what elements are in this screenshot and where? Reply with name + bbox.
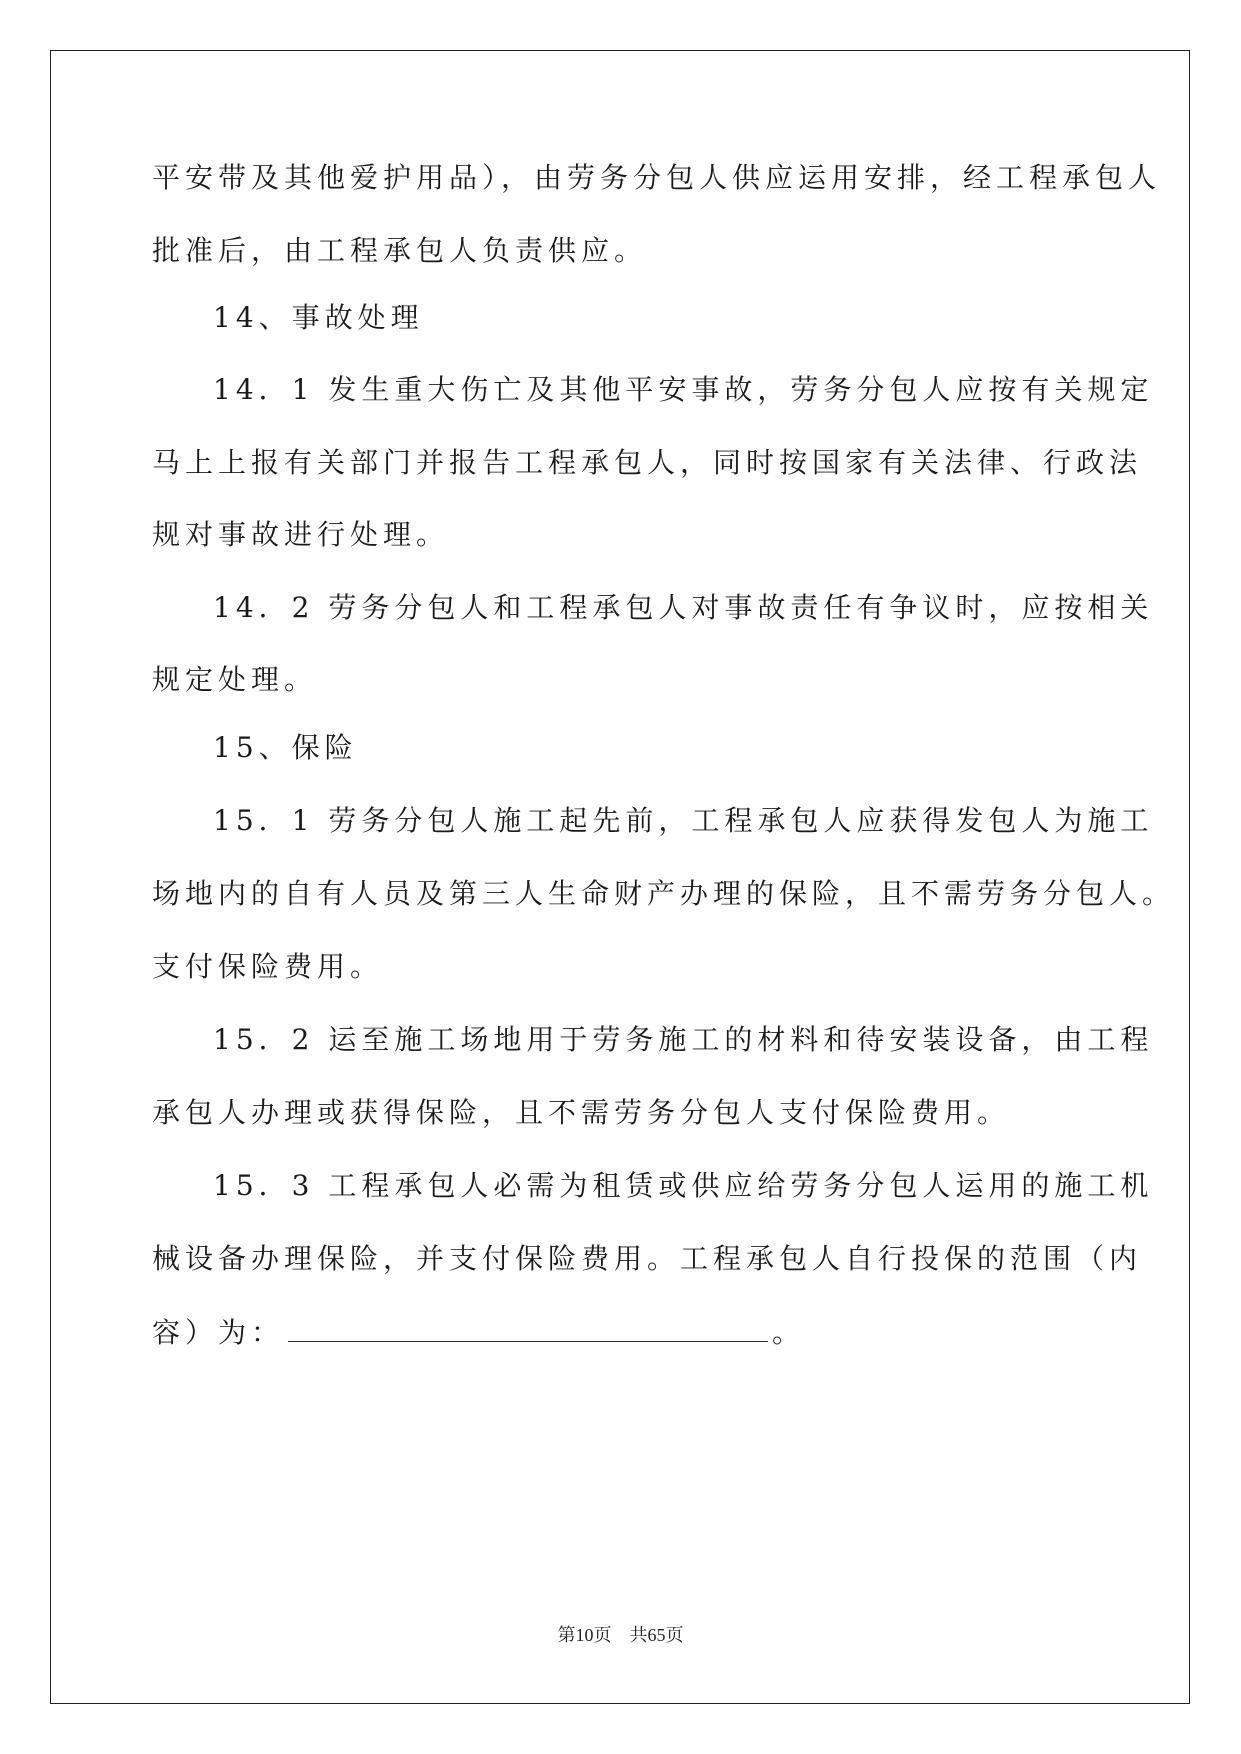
- text-line: 批准后，由工程承包人负责供应。: [152, 234, 648, 267]
- text-line: 械设备办理保险，并支付保险费用。工程承包人自行投保的范围（内: [152, 1242, 1143, 1275]
- text-line: 马上上报有关部门并报告工程承包人，同时按国家有关法律、行政法: [152, 446, 1143, 479]
- text-line: 规对事故进行处理。: [152, 518, 450, 551]
- text-line: 15．3 工程承包人必需为租赁或供应给劳务分包人运用的施工机: [213, 1169, 1154, 1202]
- text-line: 承包人办理或获得保险，且不需劳务分包人支付保险费用。: [152, 1096, 1011, 1129]
- text-line: 支付保险费用。: [152, 950, 384, 983]
- text-line: 14．2 劳务分包人和工程承包人对事故责任有争议时，应按相关: [213, 591, 1154, 624]
- text-line: 规定处理。: [152, 663, 318, 696]
- fill-in-blank: [288, 1313, 768, 1342]
- blank-prefix: 容）为：: [152, 1316, 285, 1349]
- page-footer: [0, 1621, 1241, 1647]
- section-heading: 14、事故处理: [213, 301, 424, 334]
- section-heading: 15、保险: [213, 731, 358, 764]
- page-total: 共65页: [629, 1625, 684, 1645]
- text-line: 14．1 发生重大伤亡及其他平安事故，劳务分包人应按有关规定: [213, 373, 1154, 406]
- page-number: 第10页: [557, 1625, 612, 1645]
- text-line: 场地内的自有人员及第三人生命财产办理的保险，且不需劳务分包人。: [152, 877, 1176, 910]
- text-line-with-blank: [152, 1313, 805, 1353]
- text-line: 平安带及其他爱护用品），由劳务分包人供应运用安排，经工程承包人: [152, 161, 1162, 194]
- text-line: 15．1 劳务分包人施工起先前，工程承包人应获得发包人为施工: [213, 804, 1154, 837]
- text-line: 15．2 运至施工场地用于劳务施工的材料和待安装设备，由工程: [213, 1023, 1154, 1056]
- blank-suffix: 。: [772, 1316, 806, 1349]
